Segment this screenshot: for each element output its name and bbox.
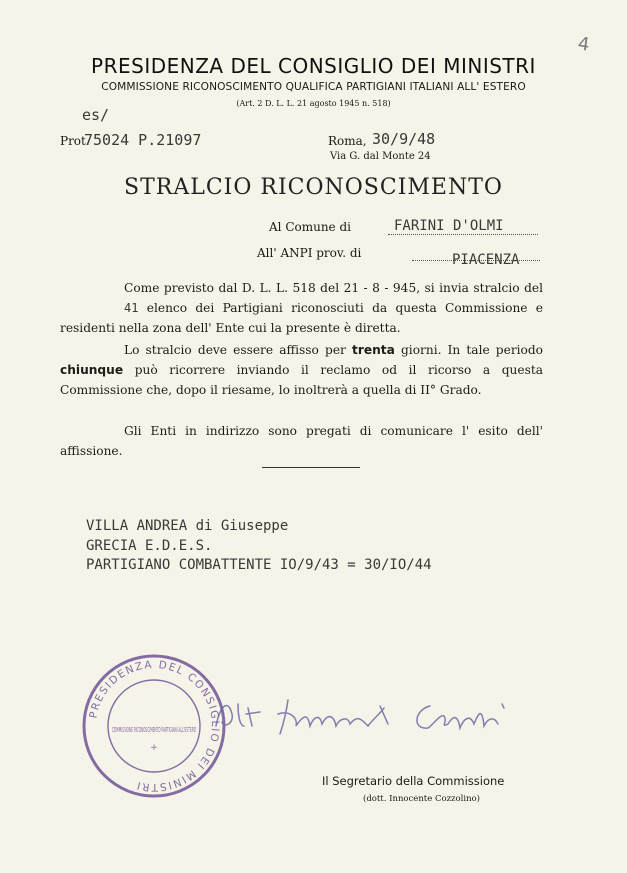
- commission-subheading: COMMISSIONE RICONOSCIMENTO QUALIFICA PARTIGIANI ITALIANI ALL' ESTERO: [101, 81, 526, 93]
- handwritten-signature: [208, 684, 548, 744]
- anpi-value: PIACENZA: [452, 252, 520, 268]
- comune-value: FARINI D'OLMI: [394, 218, 504, 234]
- es-code: es/: [82, 106, 110, 124]
- paragraph-1-start: Come previsto dal D. L. L. 518 del 21 - 8 - 945, si invia stralcio del: [124, 281, 543, 295]
- elenco-number: 41: [124, 301, 139, 315]
- svg-text:+: +: [150, 743, 158, 753]
- comune-dotted-line: [388, 234, 538, 235]
- paragraph-2: [60, 340, 543, 400]
- page-number-mark: 4: [576, 33, 591, 56]
- paragraph-2-bold-chiunque: chiunque: [60, 363, 124, 377]
- entry-qualification: PARTIGIANO COMBATTENTE IO/9/43 = 30/IO/44: [86, 557, 432, 573]
- paragraph-2-start: Lo stralcio deve essere affisso per: [124, 343, 346, 357]
- paragraph-2-middle: giorni. In tale periodo: [401, 343, 544, 357]
- institution-heading: PRESIDENZA DEL CONSIGLIO DEI MINISTRI: [91, 54, 536, 78]
- office-address: Via G. dal Monte 24: [330, 151, 431, 162]
- protocol-label: Prot.: [60, 134, 90, 148]
- legal-reference: (Art. 2 D. L. L. 21 agosto 1945 n. 518): [236, 99, 391, 108]
- paragraph-2-end: può ricorrere inviando il reclamo od il ricorso a questa Commissione che, dopo il riesame, lo inoltrerà a quella di II° Grado.: [60, 363, 544, 397]
- document-title: STRALCIO RICONOSCIMENTO: [124, 175, 503, 200]
- paragraph-3: Gli Enti in indirizzo sono pregati di comunicare l' esito dell' affissione.: [60, 424, 543, 458]
- separator-rule: [262, 467, 360, 468]
- stamp-inner-text: COMMISSIONE RICONOSCIMENTO PARTIGIANI ALL'ESTERO: [112, 726, 196, 734]
- comune-label: Al Comune di: [269, 220, 351, 234]
- entry-formation: GRECIA E.D.E.S.: [86, 538, 213, 554]
- official-stamp: [80, 652, 228, 800]
- document-date: 30/9/48: [372, 130, 436, 148]
- city-label: Roma,: [328, 134, 367, 148]
- paragraph-2-bold-trenta: trenta: [352, 343, 395, 357]
- anpi-label: All' ANPI prov. di: [257, 246, 362, 260]
- secretary-name: (dott. Innocente Cozzolino): [363, 794, 480, 804]
- protocol-number: 75024 P.21097: [84, 131, 202, 149]
- entry-name: VILLA ANDREA di Giuseppe: [86, 518, 289, 534]
- paragraph-1-end: elenco dei Partigiani riconosciuti da questa Commissione e residenti nella zona dell' Ente cui la presente è diretta.: [60, 301, 544, 335]
- stamp-outer-text: PRESIDENZA DEL CONSIGLIO DEI MINISTRI: [87, 658, 222, 794]
- paragraph-1: [60, 278, 543, 338]
- secretary-role: Il Segretario della Commissione: [322, 774, 505, 788]
